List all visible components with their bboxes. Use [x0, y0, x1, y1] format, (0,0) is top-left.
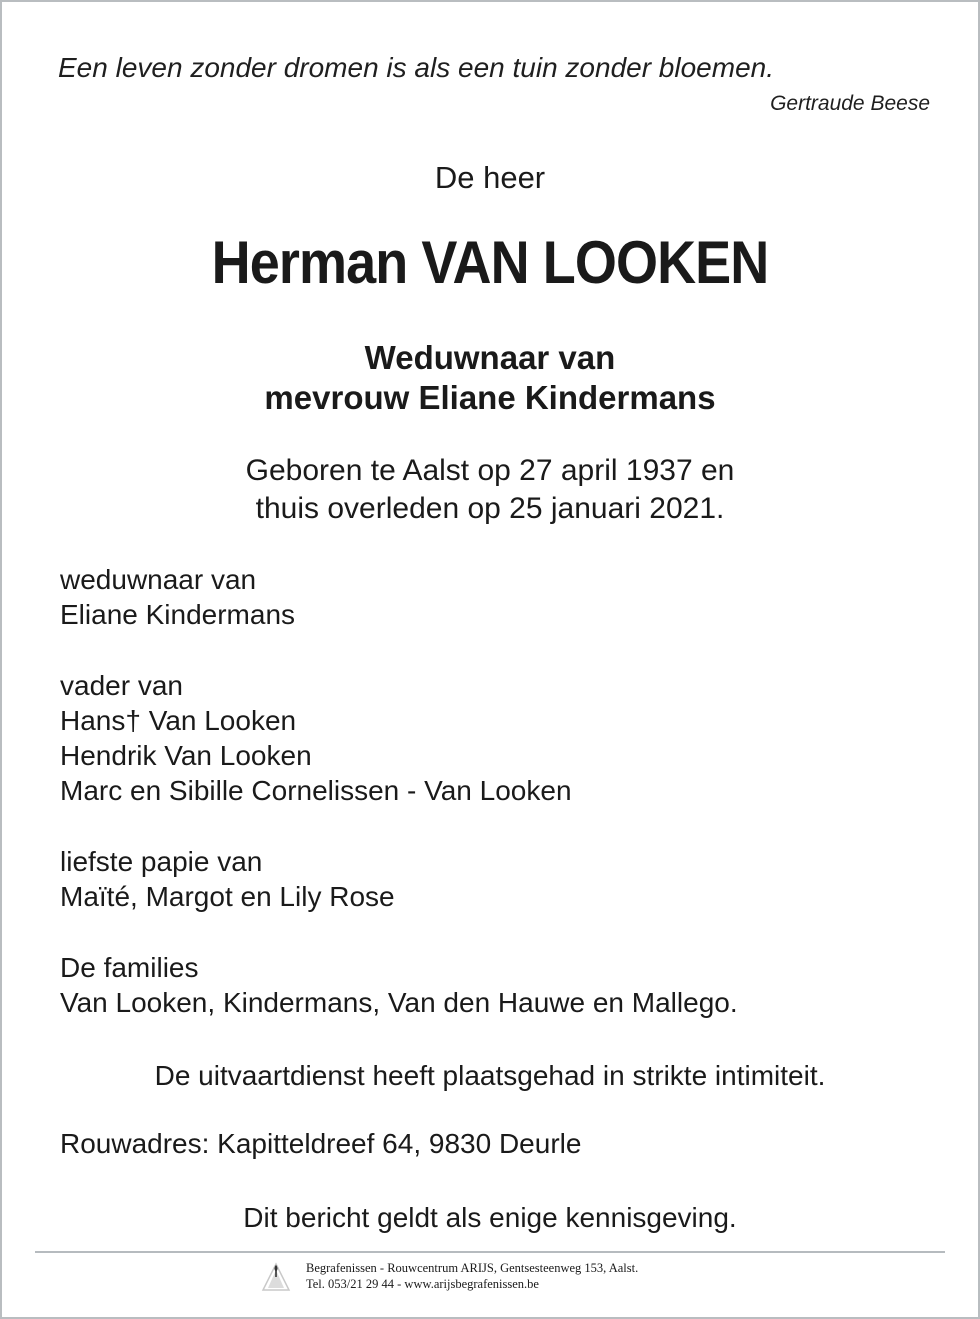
relation-block-families	[60, 950, 738, 1020]
quote-text: Een leven zonder dromen is als een tuin zonder bloemen.	[58, 52, 774, 83]
relation-line: Eliane Kindermans	[60, 599, 296, 630]
footer-divider	[35, 1251, 945, 1253]
funeral-home-footer	[306, 1260, 638, 1292]
relation-line: Van Looken, Kindermans, Van den Hauwe en Mallego.	[60, 987, 738, 1018]
relation-line: Marc en Sibille Cornelissen - Van Looken	[60, 775, 572, 806]
footer-line-1: Begrafenissen - Rouwcentrum ARIJS, Gentsesteenweg 153, Aalst.	[306, 1261, 639, 1275]
ceremony-note: De uitvaartdienst heeft plaatsgehad in strikte intimiteit.	[154, 1060, 826, 1091]
deceased-name: Herman VAN LOOKEN	[211, 229, 769, 296]
widower-of	[0, 338, 980, 418]
widower-line-1: Weduwnaar van	[364, 339, 616, 376]
relation-line: Hendrik Van Looken	[60, 740, 312, 771]
relation-line: Maïté, Margot en Lily Rose	[60, 881, 395, 912]
quote-author: Gertraude Beese	[770, 92, 930, 115]
notice-line: Dit bericht geldt als enige kennisgeving.	[243, 1202, 737, 1233]
relation-heading: De families	[60, 952, 199, 983]
death-line: thuis overleden op 25 januari 2021.	[255, 492, 725, 525]
relation-heading: liefste papie van	[60, 846, 263, 877]
relation-block-spouse	[60, 562, 295, 632]
salutation: De heer	[434, 160, 546, 195]
relation-heading: vader van	[60, 670, 183, 701]
relation-heading: weduwnaar van	[60, 564, 257, 595]
relation-block-children	[60, 668, 572, 808]
birth-line: Geboren te Aalst op 27 april 1937 en	[245, 454, 735, 487]
relation-block-grandchildren	[60, 844, 395, 914]
widower-line-2: mevrouw Eliane Kindermans	[264, 379, 716, 416]
life-dates	[0, 452, 980, 528]
mourning-address: Rouwadres: Kapitteldreef 64, 9830 Deurle	[60, 1128, 582, 1159]
footer-line-2: Tel. 053/21 29 44 - www.arijsbegrafenissen.be	[306, 1277, 539, 1291]
funeral-home-logo-icon	[256, 1262, 296, 1292]
relation-line: Hans† Van Looken	[60, 705, 297, 736]
